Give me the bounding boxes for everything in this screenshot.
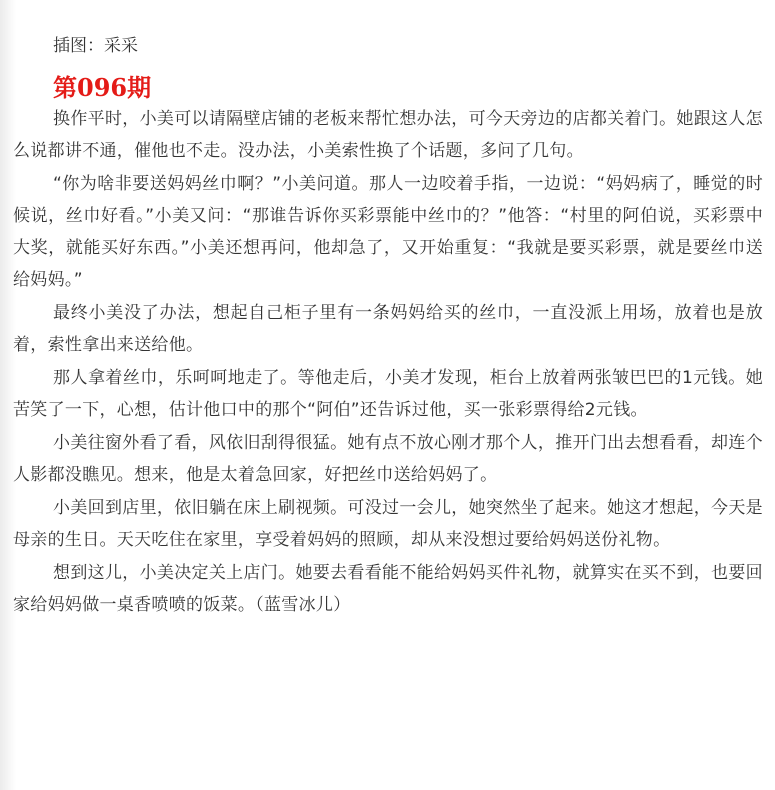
paragraph-3: 最终小美没了办法，想起自己柜子里有一条妈妈给买的丝巾，一直没派上用场，放着也是放着，索性拿出来送给他。 bbox=[13, 303, 763, 355]
paragraph-2: “你为啥非要送妈妈丝巾啊？”小美问道。那人一边咬着手指，一边说：“妈妈病了，睡觉的时候说，丝巾好看。”小美又问：“那谁告诉你买彩票能中丝巾的？”他答：“村里的阿伯说，买彩票中大奖，就能买好东西。”小美还想再问，他却急了，又开始重复：“我就是要买彩票，就是要丝巾送给妈妈。” bbox=[13, 174, 763, 290]
paragraph-1: 换作平时，小美可以请隔壁店铺的老板来帮忙想办法，可今天旁边的店都关着门。她跟这人怎么说都讲不通，催他也不走。没办法，小美索性换了个话题，多问了几句。 bbox=[13, 109, 763, 161]
illustration-credit: 插图：采采 bbox=[53, 36, 138, 56]
paragraph-4: 那人拿着丝巾，乐呵呵地走了。等他走后，小美才发现，柜台上放着两张皱巴巴的1元钱。她苦笑了一下，心想，估计他口中的那个“阿伯”还告诉过他，买一张彩票得给2元钱。 bbox=[13, 368, 763, 420]
paragraph-5: 小美往窗外看了看，风依旧刮得很猛。她有点不放心刚才那个人，推开门出去想看看，却连个人影都没瞧见。想来，他是太着急回家，好把丝巾送给妈妈了。 bbox=[13, 433, 763, 485]
paragraph-7: 想到这儿，小美决定关上店门。她要去看看能不能给妈妈买件礼物，就算实在买不到，也要回家给妈妈做一桌香喷喷的饭菜。（蓝雪冰儿） bbox=[13, 563, 763, 615]
article-body bbox=[13, 30, 763, 621]
issue-title: 第096期 bbox=[53, 73, 152, 102]
paragraph-6: 小美回到店里，依旧躺在床上刷视频。可没过一会儿，她突然坐了起来。她这才想起，今天是母亲的生日。天天吃住在家里，享受着妈妈的照顾，却从来没想过要给妈妈送份礼物。 bbox=[13, 498, 763, 550]
